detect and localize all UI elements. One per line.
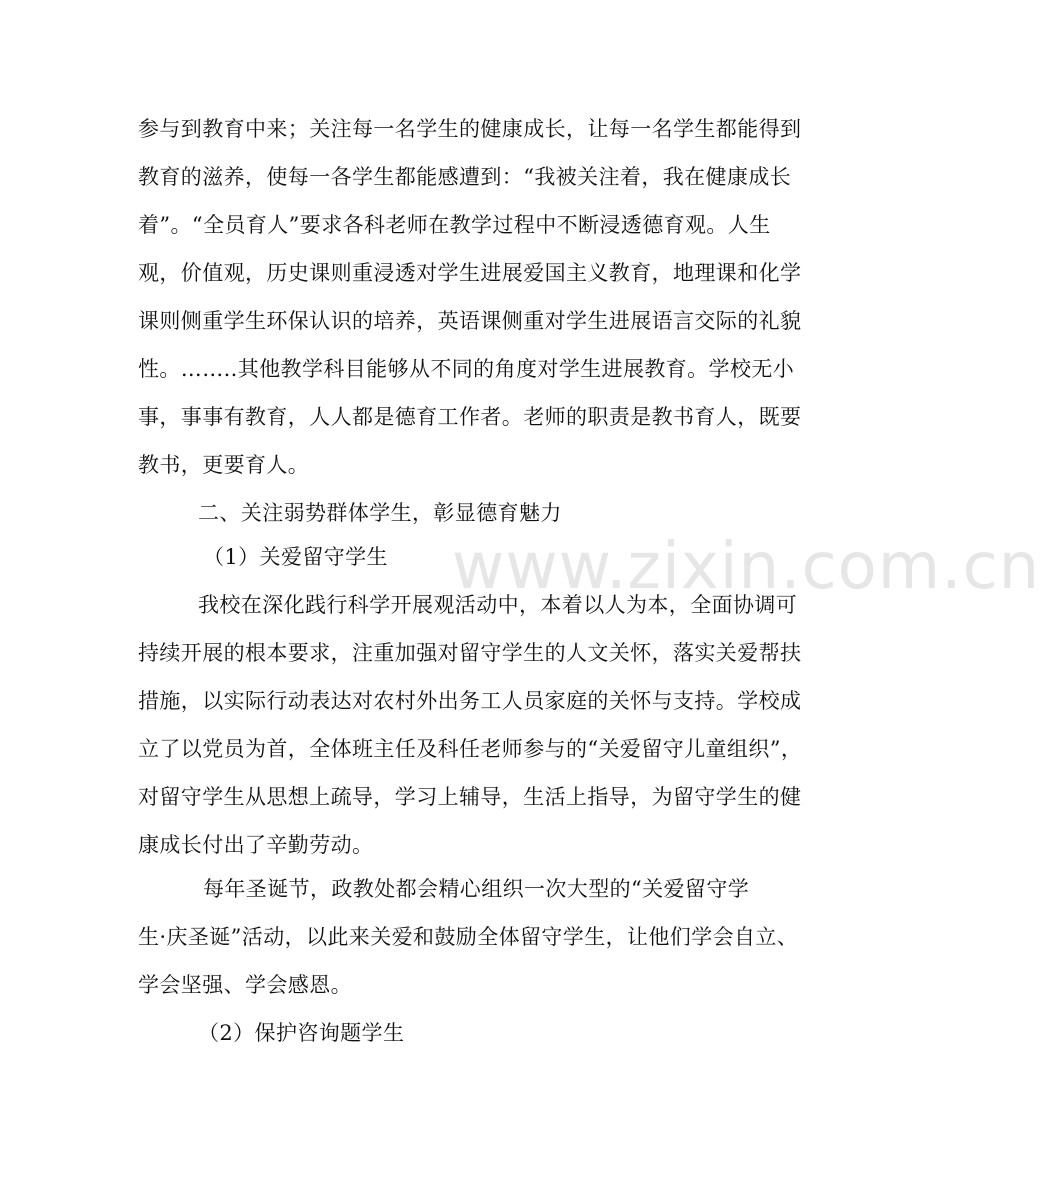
paragraph-3-line-3: 学会坚强、学会感恩。 — [138, 973, 352, 997]
paragraph-2-line-1: 我校在深化践行科学开展观活动中，本着以人为本，全面协调可 — [198, 593, 798, 617]
paragraph-1-line-6: 性。……..其他教学科目能够从不同的角度对学生进展教育。学校无小 — [138, 357, 795, 381]
subheading-1: （1）关爱留守学生 — [203, 545, 388, 569]
paragraph-1-line-7: 事，事事有教育，人人都是德育工作者。老师的职责是教书育人，既要 — [138, 405, 802, 429]
paragraph-2-line-5: 对留守学生从思想上疏导，学习上辅导，生活上指导，为留守学生的健 — [138, 785, 802, 809]
subheading-2: （2）保护咨询题学生 — [198, 1021, 405, 1045]
watermark: www.zixin.com.cn — [452, 530, 1040, 604]
paragraph-1-line-4: 观，价值观，历史课则重浸透对学生进展爱国主义教育，地理课和化学 — [138, 261, 802, 285]
paragraph-1-line-2: 教育的滋养，使每一各学生都能感遭到：“我被关注着，我在健康成长 — [138, 165, 792, 189]
paragraph-2-line-4: 立了以党员为首，全体班主任及科任老师参与的“关爱留守儿童组织”， — [138, 737, 803, 761]
paragraph-2-line-6: 康成长付出了辛勤劳动。 — [138, 833, 374, 857]
paragraph-1-line-1: 参与到教育中来；关注每一名学生的健康成长，让每一名学生都能得到 — [138, 117, 802, 141]
paragraph-1-line-5: 课则侧重学生环保认识的培养，英语课侧重对学生进展语言交际的礼貌 — [138, 309, 802, 333]
paragraph-1-line-8: 教书，更要育人。 — [138, 453, 310, 477]
section-heading: 二、关注弱势群体学生，彰显德育魅力 — [198, 501, 562, 525]
paragraph-1-line-3: 着”。“全员育人”要求各科老师在教学过程中不断浸透德育观。人生 — [138, 213, 771, 237]
paragraph-3-line-2: 生·庆圣诞”活动，以此来关爱和鼓励全体留守学生，让他们学会自立、 — [138, 925, 799, 949]
paragraph-2-line-2: 持续开展的根本要求，注重加强对留守学生的人文关怀，落实关爱帮扶 — [138, 641, 802, 665]
paragraph-2-line-3: 措施，以实际行动表达对农村外出务工人员家庭的关怀与支持。学校成 — [138, 689, 802, 713]
paragraph-3-line-1: 每年圣诞节，政教处都会精心组织一次大型的“关爱留守学 — [203, 877, 750, 901]
